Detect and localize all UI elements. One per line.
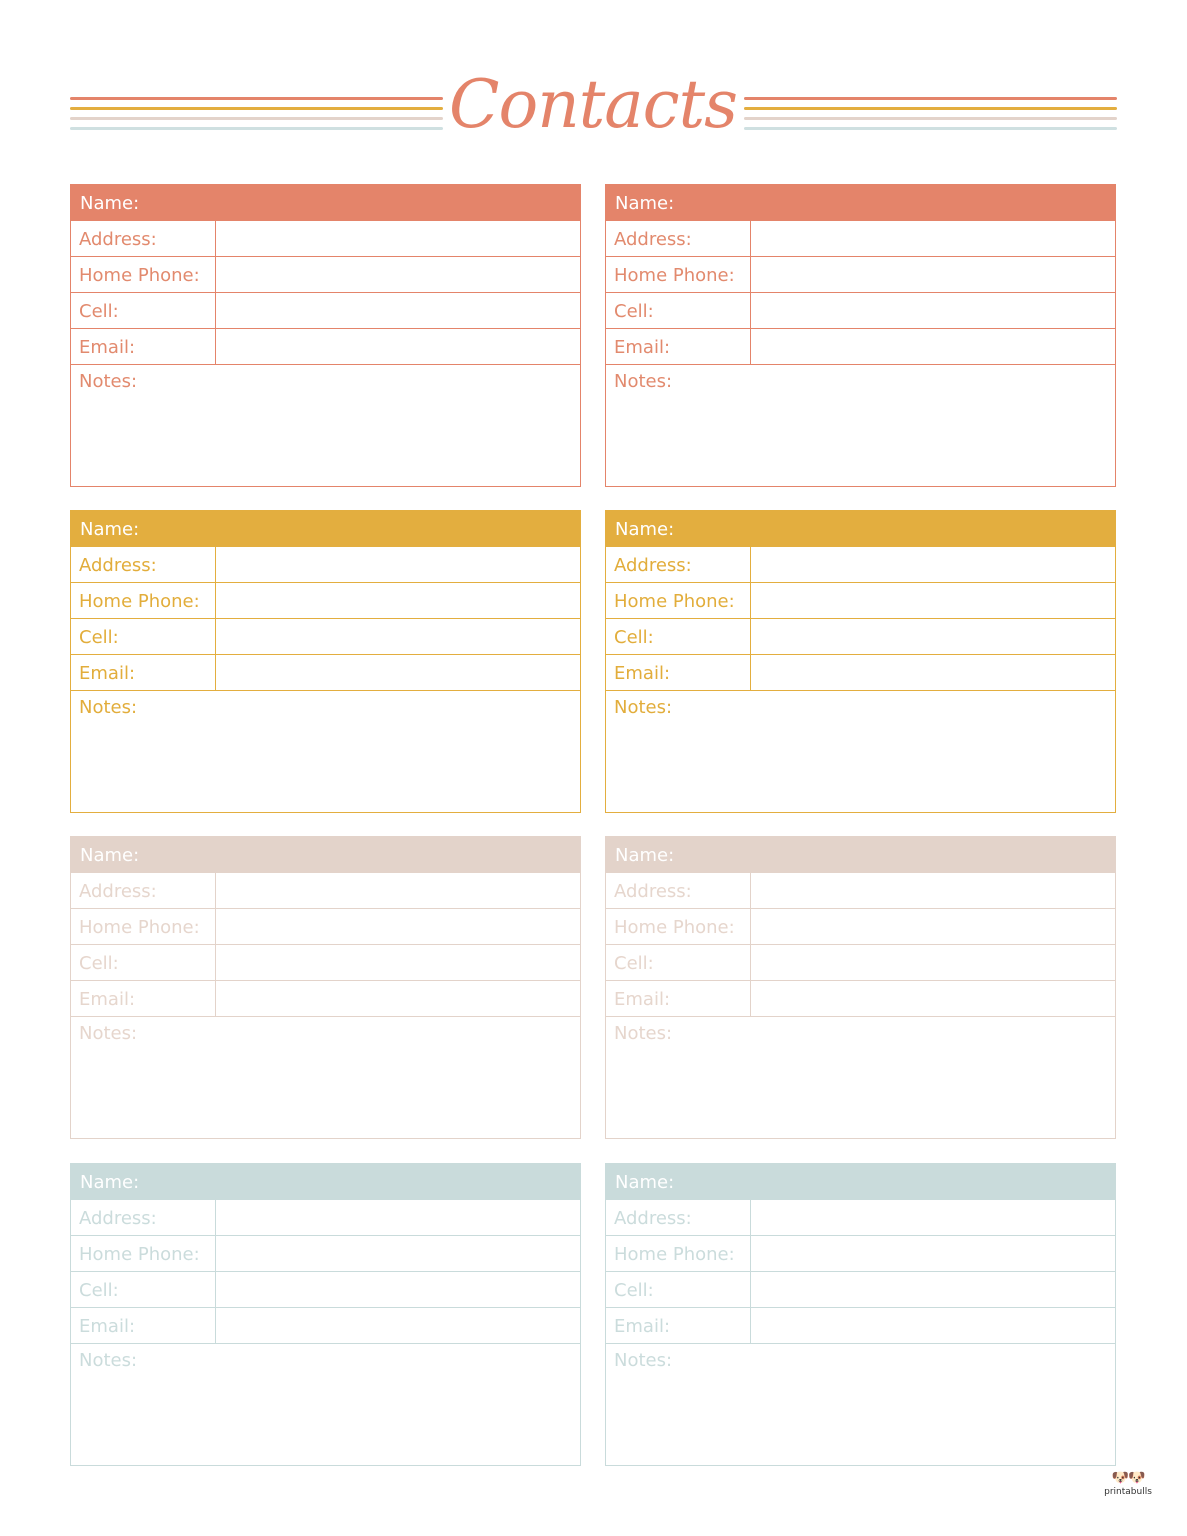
title-stripes-right bbox=[744, 97, 1117, 133]
cell-row bbox=[606, 293, 1115, 329]
cell-field[interactable] bbox=[751, 945, 1115, 980]
name-label: Name: bbox=[80, 519, 140, 540]
home-phone-label: Home Phone: bbox=[71, 909, 216, 944]
name-label: Name: bbox=[80, 1172, 140, 1193]
home-phone-row bbox=[606, 1236, 1115, 1272]
email-label: Email: bbox=[71, 329, 216, 364]
email-row bbox=[606, 981, 1115, 1017]
address-row bbox=[606, 547, 1115, 583]
email-label: Email: bbox=[606, 655, 751, 690]
stripe-coral bbox=[744, 97, 1117, 100]
cell-field[interactable] bbox=[216, 293, 580, 328]
cell-label: Cell: bbox=[71, 1272, 216, 1307]
home-phone-row bbox=[71, 1236, 580, 1272]
cell-row bbox=[606, 619, 1115, 655]
email-label: Email: bbox=[606, 1308, 751, 1343]
contact-card bbox=[70, 836, 581, 1139]
brand-name: printabulls bbox=[1104, 1487, 1152, 1497]
name-field[interactable] bbox=[71, 837, 580, 873]
email-field[interactable] bbox=[216, 981, 580, 1016]
home-phone-field[interactable] bbox=[751, 1236, 1115, 1271]
contact-card bbox=[605, 184, 1116, 487]
page-title: Contacts bbox=[449, 66, 737, 143]
home-phone-field[interactable] bbox=[216, 583, 580, 618]
name-field[interactable] bbox=[606, 185, 1115, 221]
notes-label: Notes: bbox=[79, 1023, 138, 1044]
contact-card bbox=[605, 1163, 1116, 1466]
email-label: Email: bbox=[606, 981, 751, 1016]
email-row bbox=[71, 1308, 580, 1344]
name-field[interactable] bbox=[71, 1164, 580, 1200]
email-label: Email: bbox=[71, 655, 216, 690]
email-field[interactable] bbox=[216, 1308, 580, 1343]
home-phone-field[interactable] bbox=[751, 583, 1115, 618]
stripe-blush bbox=[744, 117, 1117, 120]
cell-label: Cell: bbox=[606, 619, 751, 654]
name-label: Name: bbox=[615, 519, 675, 540]
cell-label: Cell: bbox=[606, 293, 751, 328]
cell-field[interactable] bbox=[216, 619, 580, 654]
contact-card bbox=[605, 510, 1116, 813]
cell-field[interactable] bbox=[751, 1272, 1115, 1307]
cell-label: Cell: bbox=[606, 945, 751, 980]
name-label: Name: bbox=[615, 1172, 675, 1193]
cell-row bbox=[606, 945, 1115, 981]
contact-card bbox=[70, 510, 581, 813]
email-label: Email: bbox=[71, 1308, 216, 1343]
home-phone-label: Home Phone: bbox=[606, 257, 751, 292]
home-phone-field[interactable] bbox=[216, 1236, 580, 1271]
cell-row bbox=[71, 619, 580, 655]
address-field[interactable] bbox=[751, 547, 1115, 582]
cell-field[interactable] bbox=[216, 1272, 580, 1307]
home-phone-label: Home Phone: bbox=[606, 909, 751, 944]
address-row bbox=[71, 221, 580, 257]
home-phone-row bbox=[71, 257, 580, 293]
email-row bbox=[71, 655, 580, 691]
title-stripes-left bbox=[70, 97, 443, 133]
notes-label: Notes: bbox=[614, 1350, 673, 1371]
notes-field[interactable] bbox=[606, 1017, 1115, 1139]
notes-field[interactable] bbox=[71, 1344, 580, 1466]
home-phone-label: Home Phone: bbox=[71, 1236, 216, 1271]
cell-field[interactable] bbox=[751, 619, 1115, 654]
address-row bbox=[606, 1200, 1115, 1236]
address-label: Address: bbox=[606, 221, 751, 256]
notes-field[interactable] bbox=[606, 365, 1115, 487]
notes-label: Notes: bbox=[614, 371, 673, 392]
email-field[interactable] bbox=[216, 655, 580, 690]
address-row bbox=[71, 1200, 580, 1236]
stripe-coral bbox=[70, 97, 443, 100]
address-field[interactable] bbox=[216, 547, 580, 582]
notes-field[interactable] bbox=[606, 691, 1115, 813]
notes-field[interactable] bbox=[71, 365, 580, 487]
name-field[interactable] bbox=[606, 511, 1115, 547]
cell-label: Cell: bbox=[606, 1272, 751, 1307]
address-label: Address: bbox=[71, 221, 216, 256]
address-label: Address: bbox=[606, 547, 751, 582]
address-row bbox=[606, 873, 1115, 909]
notes-label: Notes: bbox=[79, 697, 138, 718]
address-row bbox=[606, 221, 1115, 257]
notes-field[interactable] bbox=[606, 1344, 1115, 1466]
home-phone-field[interactable] bbox=[216, 257, 580, 292]
home-phone-field[interactable] bbox=[751, 909, 1115, 944]
email-field[interactable] bbox=[751, 329, 1115, 364]
home-phone-label: Home Phone: bbox=[71, 583, 216, 618]
stripe-blush bbox=[70, 117, 443, 120]
cell-field[interactable] bbox=[751, 293, 1115, 328]
cell-label: Cell: bbox=[71, 293, 216, 328]
cell-label: Cell: bbox=[71, 619, 216, 654]
address-row bbox=[71, 873, 580, 909]
name-field[interactable] bbox=[606, 1164, 1115, 1200]
email-row bbox=[71, 329, 580, 365]
home-phone-row bbox=[606, 583, 1115, 619]
address-field[interactable] bbox=[216, 873, 580, 908]
home-phone-label: Home Phone: bbox=[606, 583, 751, 618]
home-phone-field[interactable] bbox=[216, 909, 580, 944]
email-label: Email: bbox=[606, 329, 751, 364]
two-french-bulldogs-icon: 🐶🐶 bbox=[1111, 1470, 1145, 1486]
email-field[interactable] bbox=[751, 655, 1115, 690]
address-label: Address: bbox=[606, 1200, 751, 1235]
email-field[interactable] bbox=[216, 329, 580, 364]
address-field[interactable] bbox=[216, 1200, 580, 1235]
contact-card bbox=[70, 1163, 581, 1466]
contact-card bbox=[70, 184, 581, 487]
home-phone-row bbox=[71, 583, 580, 619]
home-phone-field[interactable] bbox=[751, 257, 1115, 292]
stripe-mustard bbox=[744, 107, 1117, 110]
name-label: Name: bbox=[615, 845, 675, 866]
address-field[interactable] bbox=[216, 221, 580, 256]
name-field[interactable] bbox=[606, 837, 1115, 873]
cell-row bbox=[71, 1272, 580, 1308]
address-field[interactable] bbox=[751, 1200, 1115, 1235]
cell-row bbox=[71, 945, 580, 981]
email-row bbox=[606, 329, 1115, 365]
cell-row bbox=[71, 293, 580, 329]
notes-label: Notes: bbox=[614, 697, 673, 718]
home-phone-row bbox=[606, 909, 1115, 945]
email-row bbox=[606, 655, 1115, 691]
email-row bbox=[71, 981, 580, 1017]
email-field[interactable] bbox=[751, 981, 1115, 1016]
notes-label: Notes: bbox=[614, 1023, 673, 1044]
notes-field[interactable] bbox=[71, 691, 580, 813]
home-phone-label: Home Phone: bbox=[71, 257, 216, 292]
cell-field[interactable] bbox=[216, 945, 580, 980]
cell-label: Cell: bbox=[71, 945, 216, 980]
address-field[interactable] bbox=[751, 873, 1115, 908]
notes-label: Notes: bbox=[79, 1350, 138, 1371]
cell-row bbox=[606, 1272, 1115, 1308]
address-label: Address: bbox=[71, 873, 216, 908]
home-phone-label: Home Phone: bbox=[606, 1236, 751, 1271]
email-label: Email: bbox=[71, 981, 216, 1016]
address-label: Address: bbox=[606, 873, 751, 908]
home-phone-row bbox=[71, 909, 580, 945]
name-label: Name: bbox=[80, 193, 140, 214]
name-field[interactable] bbox=[71, 511, 580, 547]
email-field[interactable] bbox=[751, 1308, 1115, 1343]
address-field[interactable] bbox=[751, 221, 1115, 256]
notes-field[interactable] bbox=[71, 1017, 580, 1139]
name-label: Name: bbox=[615, 193, 675, 214]
stripe-mustard bbox=[70, 107, 443, 110]
stripe-sage bbox=[70, 127, 443, 130]
printabulls-logo bbox=[1098, 1470, 1158, 1506]
stripe-sage bbox=[744, 127, 1117, 130]
address-row bbox=[71, 547, 580, 583]
email-row bbox=[606, 1308, 1115, 1344]
name-field[interactable] bbox=[71, 185, 580, 221]
address-label: Address: bbox=[71, 547, 216, 582]
contact-card bbox=[605, 836, 1116, 1139]
home-phone-row bbox=[606, 257, 1115, 293]
name-label: Name: bbox=[80, 845, 140, 866]
address-label: Address: bbox=[71, 1200, 216, 1235]
notes-label: Notes: bbox=[79, 371, 138, 392]
